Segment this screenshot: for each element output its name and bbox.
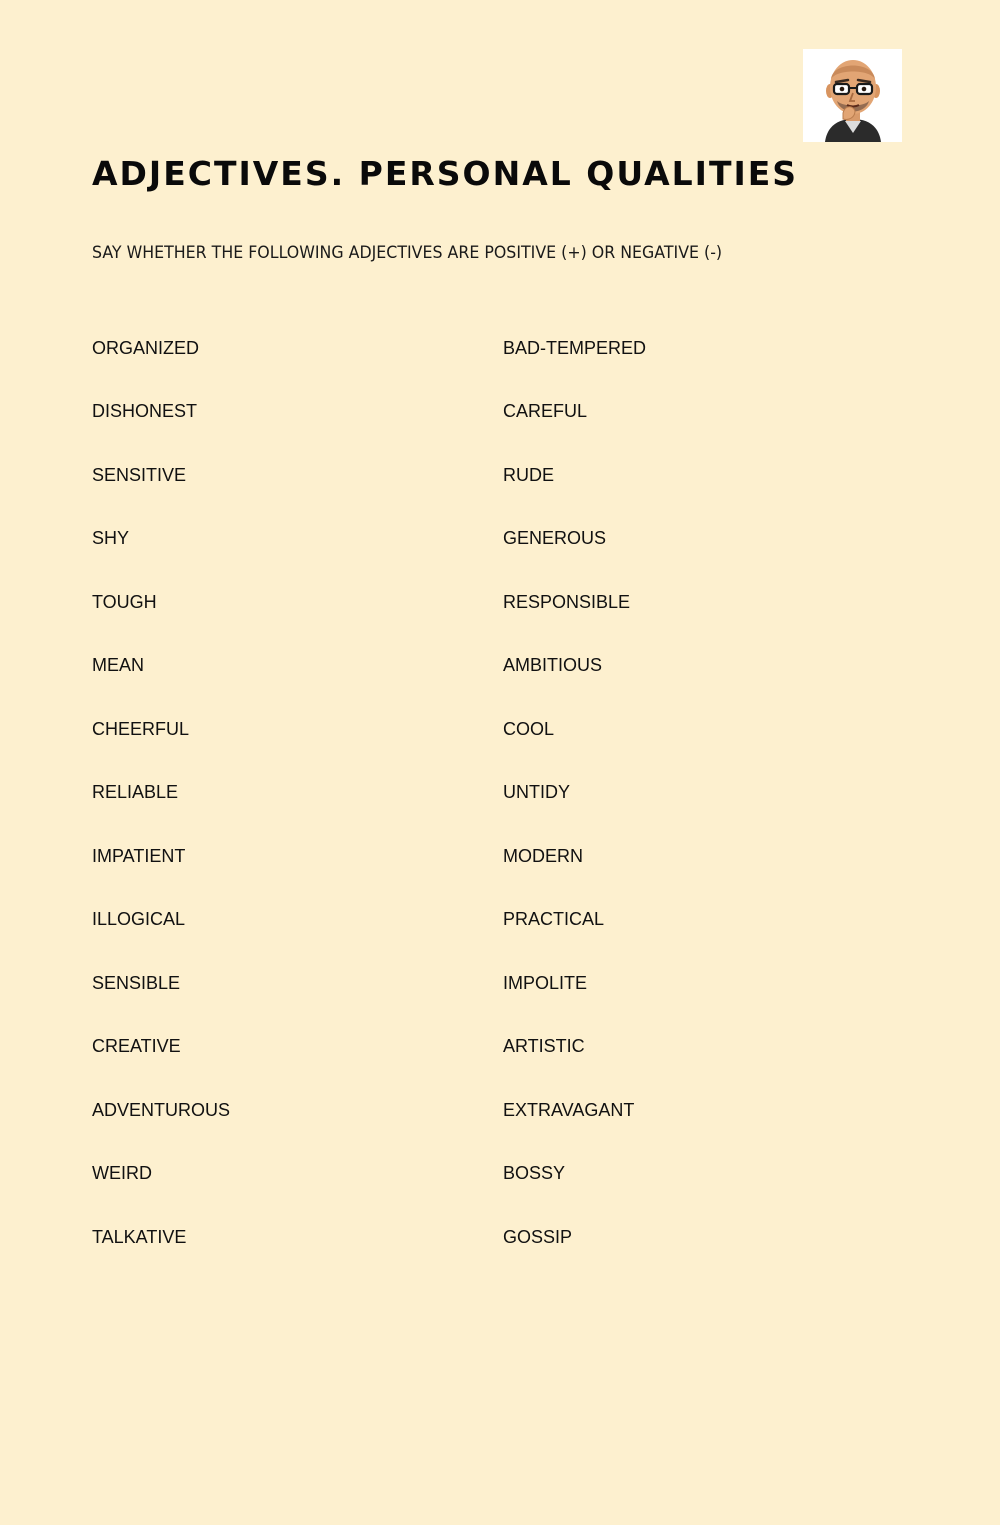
adjective-right: CAREFUL: [503, 401, 588, 422]
list-item: [92, 1142, 912, 1206]
adjective-left: SENSIBLE: [92, 972, 181, 993]
list-item: [92, 570, 912, 634]
adjective-right: COOL: [503, 718, 555, 739]
list-item: [92, 888, 912, 952]
adjective-left: TALKATIVE: [92, 1226, 187, 1247]
instruction-text: SAY WHETHER THE FOLLOWING ADJECTIVES ARE POSITIVE (+) OR NEGATIVE (-): [92, 243, 723, 263]
cartoon-man-thinking-icon: [803, 49, 902, 142]
adjective-right: RUDE: [503, 464, 555, 485]
adjective-right: PRACTICAL: [503, 909, 605, 930]
adjective-left: MEAN: [92, 655, 145, 676]
adjective-left: ILLOGICAL: [92, 909, 186, 930]
list-item: [92, 316, 912, 380]
adjective-right: AMBITIOUS: [503, 655, 603, 676]
page-title: ADJECTIVES. PERSONAL QUALITIES: [92, 154, 799, 193]
adjective-left: SHY: [92, 528, 130, 549]
adjective-left: IMPATIENT: [92, 845, 186, 866]
list-item: [92, 507, 912, 571]
list-item: [92, 1205, 912, 1269]
adjective-right: IMPOLITE: [503, 972, 588, 993]
adjective-left: TOUGH: [92, 591, 157, 612]
adjective-right: BAD-TEMPERED: [503, 337, 647, 358]
list-item: [92, 951, 912, 1015]
adjective-right: UNTIDY: [503, 782, 570, 803]
list-item: [92, 380, 912, 444]
list-item: [92, 761, 912, 825]
adjective-left: WEIRD: [92, 1163, 152, 1184]
adjective-left: CREATIVE: [92, 1036, 181, 1057]
adjective-left: ORGANIZED: [92, 337, 200, 358]
adjective-right: EXTRAVAGANT: [503, 1099, 635, 1120]
adjective-right: MODERN: [503, 845, 583, 866]
adjective-right: BOSSY: [503, 1163, 566, 1184]
adjective-right: RESPONSIBLE: [503, 591, 631, 612]
adjective-left: DISHONEST: [92, 401, 198, 422]
list-item: [92, 824, 912, 888]
adjective-right: GOSSIP: [503, 1226, 573, 1247]
adjective-left: CHEERFUL: [92, 718, 190, 739]
adjective-left: ADVENTUROUS: [92, 1099, 231, 1120]
list-item: [92, 1078, 912, 1142]
adjective-right: GENEROUS: [503, 528, 607, 549]
adjective-left: SENSITIVE: [92, 464, 187, 485]
avatar: [803, 49, 902, 142]
list-item: [92, 697, 912, 761]
adjective-left: RELIABLE: [92, 782, 179, 803]
list-item: [92, 443, 912, 507]
list-item: [92, 1015, 912, 1079]
list-item: [92, 634, 912, 698]
adjective-list: [92, 316, 912, 1269]
adjective-right: ARTISTIC: [503, 1036, 585, 1057]
